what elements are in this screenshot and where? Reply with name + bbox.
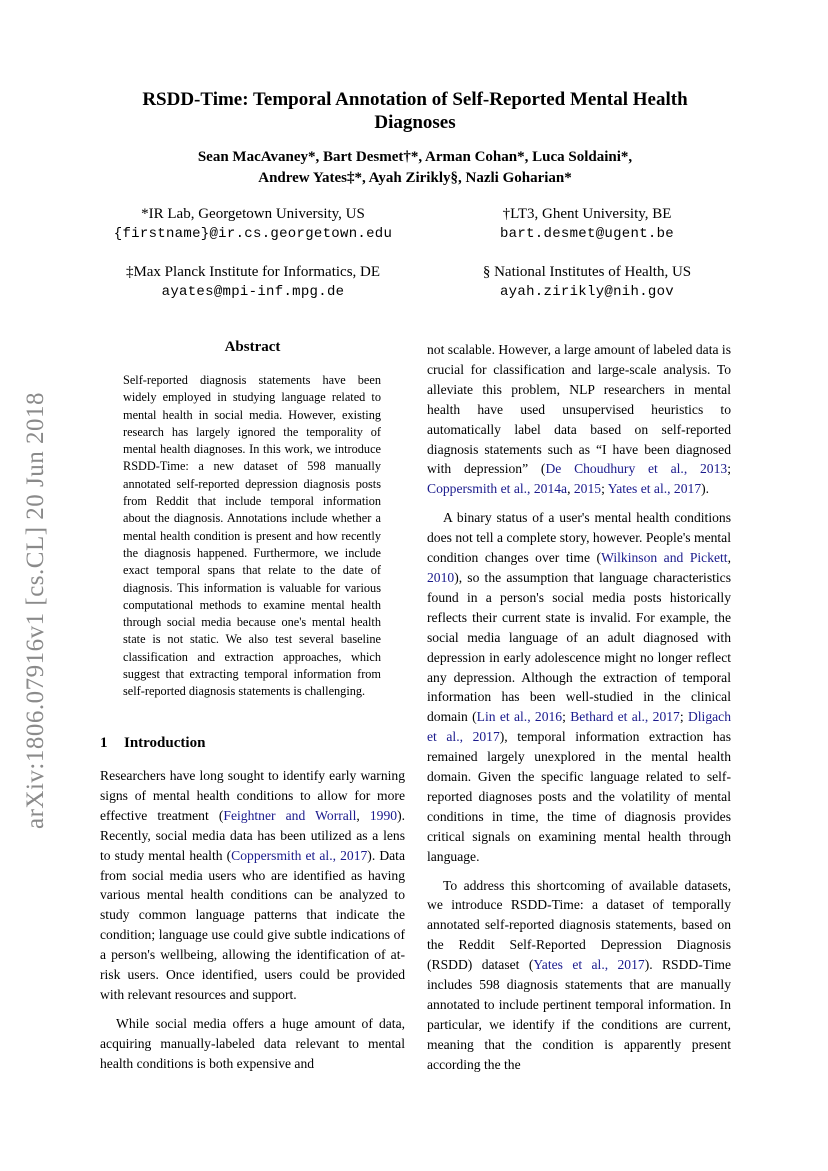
- citation-link[interactable]: Yates et al., 2017: [533, 957, 645, 973]
- citation-link[interactable]: Wilkinson and Pickett: [601, 550, 728, 566]
- citation-link[interactable]: 2010: [427, 569, 455, 585]
- affiliation-name: § National Institutes of Health, US: [482, 264, 692, 280]
- affiliation-name: *IR Lab, Georgetown University, US: [141, 206, 365, 222]
- author-line-1: Sean MacAvaney*, Bart Desmet†*, Arman Cohan*, Luca Soldaini*,: [197, 149, 633, 165]
- author-line-2: Andrew Yates‡*, Ayah Zirikly§, Nazli Goharian*: [258, 170, 572, 186]
- citation-link[interactable]: 1990: [369, 807, 398, 823]
- intro-paragraph-3: not scalable. However, a large amount of labeled data is crucial for classification and large-scale analysis. To alleviate this problem, NLP researchers in mental health have used unsupervised heuristics to automatically label data based on self-reported diagnosis statements such as “I have been diagnosed with depression” (De Choudhury et al., 2013; Coppersmith et al., 2014a, 2015; Yates et al., 2017).: [427, 342, 731, 497]
- abstract-heading: Abstract: [224, 339, 281, 355]
- section-title: Introduction: [124, 735, 206, 751]
- citation-link[interactable]: Coppersmith et al., 2014a: [427, 481, 568, 497]
- author-list: [110, 147, 720, 189]
- citation-link[interactable]: De Choudhury et al., 2013: [545, 461, 728, 477]
- abstract-text: Self-reported diagnosis statements have been widely employed in studying language related to mental health in social media. However, existing research has largely ignored the temporality of mental health diagnoses. In this work, we introduce RSDD-Time: a new dataset of 598 manually annotated self-reported depression diagnosis posts from Reddit that include temporal information about the diagnosis. Annotations include whether a mental health condition is present and how recently the diagnosis happened. Furthermore, we include exact temporal spans that relate to the date of diagnosis. This information is valuable for various computational methods to examine mental health through social media because one's mental health state is not static. We also test several baseline classification and extraction approaches, which suggest that extracting temporal information from self-reported diagnosis statements is challenging.: [123, 373, 381, 699]
- intro-paragraph-5: To address this shortcoming of available datasets, we introduce RSDD-Time: a dataset of temporally annotated self-reported diagnosis statements, based on the Reddit Self-Reported Depression Diagnosis (RSDD) dataset (Yates et al., 2017). RSDD-Time includes 598 diagnosis statements that are manually annotated to include pertinent temporal information. In particular, we identify if the conditions are current, meaning that the condition is apparently present according the the: [427, 877, 731, 1072]
- affiliation-max-planck: [88, 262, 418, 302]
- citation-link[interactable]: 2015: [573, 481, 602, 497]
- affiliation-georgetown: [88, 204, 418, 244]
- intro-paragraph-4: A binary status of a user's mental health conditions does not tell a complete story, however. People's mental condition changes over time (Wilkinson and Pickett, 2010), so the assumption that language characteristics found in a person's social media posts historically reflects their current state is invalid. For example, the social media language of an adult diagnosed with depression in early adolescence might no longer reflect any depression. Although the extraction of temporal information has been well-studied in the clinical domain (Lin et al., 2016; Bethard et al., 2017; Dligach et al., 2017), temporal information extraction has remained largely unexplored in the mental health domain. Given the specific language related to self-reported diagnoses posts and the volatility of mental conditions in time, the time of diagnosis provides critical signals on examining mental health through language.: [427, 510, 732, 864]
- citation-link[interactable]: Dligach et al., 2017: [427, 709, 731, 745]
- affiliation-ghent: [452, 204, 722, 244]
- citation-link[interactable]: Feightner and Worrall: [223, 807, 357, 823]
- affiliation-email: ayates@mpi-inf.mpg.de: [161, 284, 345, 300]
- citation-link[interactable]: Coppersmith et al., 2017: [231, 847, 368, 863]
- section-heading: [100, 735, 205, 752]
- arxiv-identifier: arXiv:1806.07916v1 [cs.CL] 20 Jun 2018: [22, 391, 49, 829]
- right-column: [427, 340, 731, 1075]
- affiliation-name: †LT3, Ghent University, BE: [502, 206, 672, 222]
- left-column: [100, 766, 405, 1074]
- citation-link[interactable]: Bethard et al., 2017: [570, 709, 680, 725]
- affiliation-email: {firstname}@ir.cs.georgetown.edu: [113, 226, 393, 242]
- affiliation-email: ayah.zirikly@nih.gov: [499, 284, 675, 300]
- intro-paragraph-1: Researchers have long sought to identify early warning signs of mental health conditions to allow for more effective treatment (Feightner and Worrall, 1990). Recently, social media data has been utilized as a lens to study mental health (Coppersmith et al., 2017). Data from social media users who are identified as having various mental health conditions can be analyzed to study common language patterns that indicate the condition; language use could give subtle indications of a person's wellbeing, allowing the identification of at-risk users. Once identified, users could be provided with relevant resources and support.: [100, 768, 405, 1002]
- section-number: 1: [100, 735, 108, 751]
- citation-link[interactable]: Yates et al., 2017: [607, 481, 702, 497]
- affiliation-nih: [452, 262, 722, 302]
- intro-paragraph-2: While social media offers a huge amount of data, acquiring manually-labeled data relevant to mental health conditions is both expensive and: [100, 1015, 405, 1071]
- affiliation-name: ‡Max Planck Institute for Informatics, DE: [125, 264, 381, 280]
- citation-link[interactable]: Lin et al., 2016: [476, 709, 563, 725]
- affiliation-email: bart.desmet@ugent.be: [499, 226, 675, 242]
- paper-title: RSDD-Time: Temporal Annotation of Self-Reported Mental Health Diagnoses: [142, 89, 688, 133]
